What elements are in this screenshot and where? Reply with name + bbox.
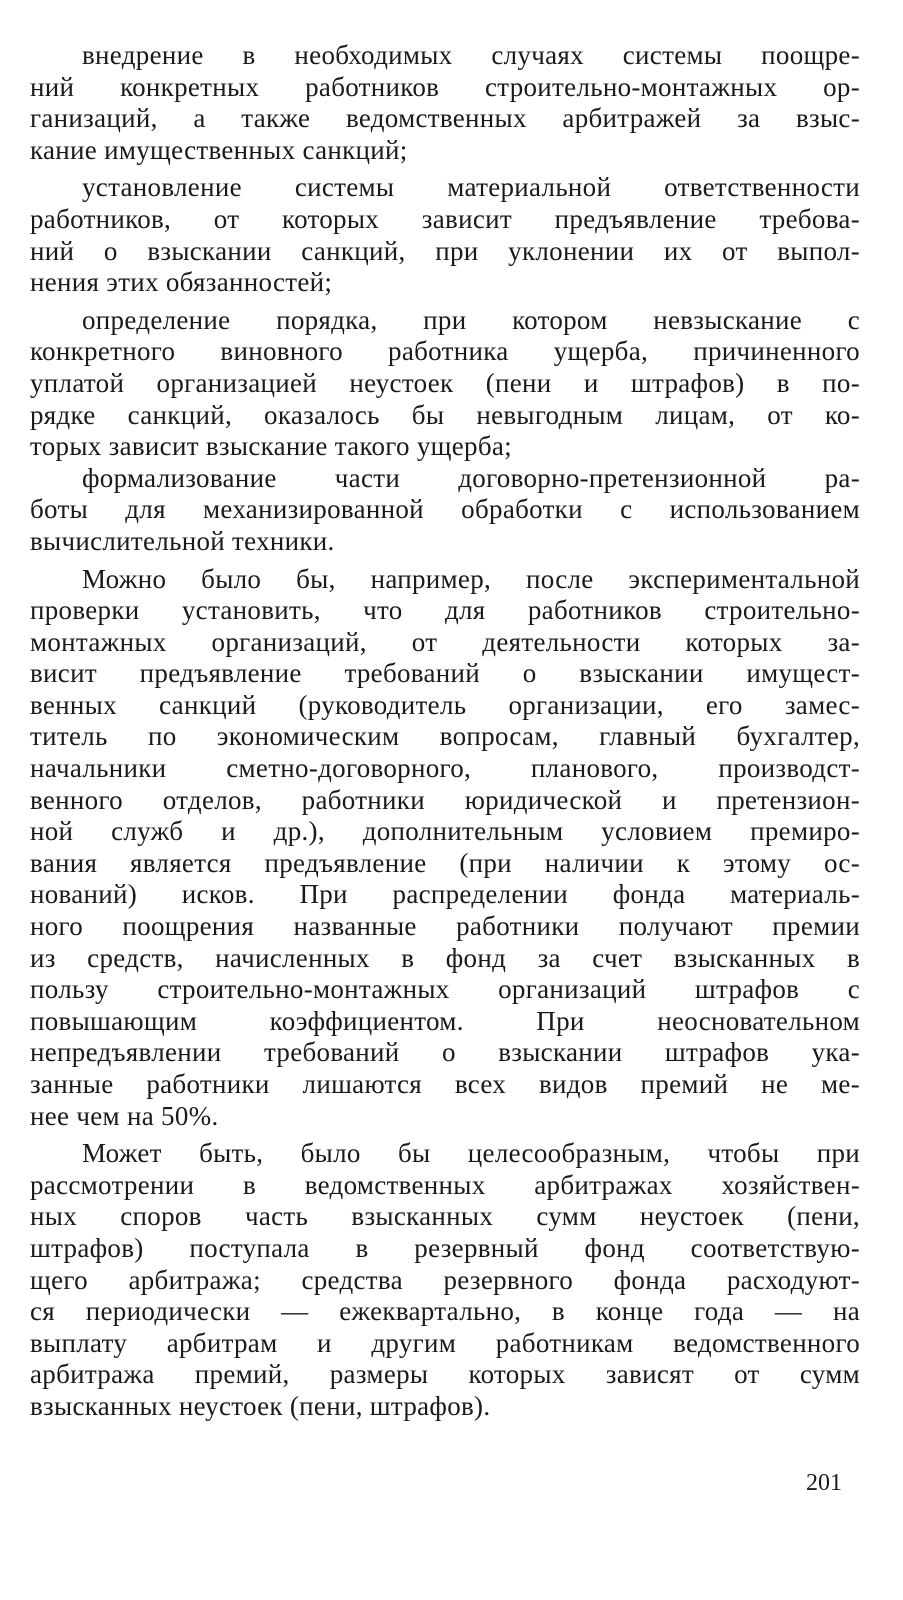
page-number: 201 [806, 1470, 842, 1496]
paragraph-2 [30, 172, 860, 298]
text-line: щего арбитража; средства резервного фонда расходуют- [30, 1264, 860, 1295]
text-line: конкретного виновного работника ущерба, причиненного [30, 336, 860, 367]
paragraph-3 [30, 305, 860, 463]
text-line: из средств, начисленных в фонд за счет взысканных в [30, 942, 860, 973]
text-line: монтажных организаций, от деятельности которых за- [30, 626, 860, 657]
text-line: проверки установить, что для работников строительно- [30, 595, 860, 626]
text-line: внедрение в необходимых случаях системы поощре- [82, 40, 860, 70]
text-line: определение порядка, при котором невзыскание с [82, 304, 860, 335]
text-line: взысканных неустоек (пени, штрафов). [30, 1390, 491, 1421]
text-line: выплату арбитрам и другим работникам ведомственного [30, 1327, 860, 1358]
text-line: нее чем на 50%. [30, 1100, 219, 1131]
paragraph-1 [30, 40, 860, 166]
text-line: ного поощрения названные работники получают премии [30, 911, 860, 942]
text-line: ся периодически — ежеквартально, в конце года — на [30, 1296, 860, 1327]
paragraph-5 [30, 564, 860, 1133]
text-line: начальники сметно-договорного, планового, производст- [30, 753, 860, 784]
text-line: торых зависит взыскание такого ущерба; [30, 431, 512, 462]
text-line: повышающим коэффициентом. При неосновательном [30, 1005, 860, 1036]
text-line: уплатой организацией неустоек (пени и штрафов) в по- [30, 367, 860, 398]
text-line: нения этих обязанностей; [30, 267, 333, 298]
text-line: кание имущественных санкций; [30, 134, 408, 165]
text-line: установление системы материальной ответственности [82, 172, 860, 203]
text-line: занные работники лишаются всех видов премий не ме- [30, 1069, 860, 1099]
text-line: венных санкций (руководитель организации, его замес- [30, 689, 860, 720]
text-line: ний конкретных работников строительно-монтажных ор- [30, 71, 860, 102]
text-line: ной служб и др.), дополнительным условием премиро- [30, 816, 860, 847]
text-line: боты для механизированной обработки с использованием [30, 494, 860, 525]
paragraph-6 [30, 1138, 860, 1422]
paragraph-4 [30, 463, 860, 558]
text-line: арбитража премий, размеры которых зависят от сумм [30, 1359, 860, 1390]
text-line: венного отделов, работники юридической и претензион- [30, 784, 860, 815]
text-line: ний о взыскании санкций, при уклонении их от выпол- [30, 235, 860, 266]
text-line: штрафов) поступала в резервный фонд соответствую- [30, 1232, 860, 1263]
page-body [30, 40, 860, 1423]
text-line: висит предъявление требований о взыскании имущест- [30, 658, 860, 689]
text-line: ных споров часть взысканных сумм неустоек (пени, [30, 1201, 860, 1232]
text-line: Может быть, было бы целесообразным, чтобы при [82, 1138, 860, 1169]
text-line: вания является предъявление (при наличии к этому ос- [30, 847, 860, 878]
text-line: рядке санкций, оказалось бы невыгодным лицам, от ко- [30, 399, 860, 430]
text-line: Можно было бы, например, после экспериментальной [82, 563, 860, 594]
text-line: непредъявлении требований о взыскании штрафов ука- [30, 1037, 860, 1068]
text-line: титель по экономическим вопросам, главный бухгалтер, [30, 721, 860, 752]
text-line: ганизаций, а также ведомственных арбитражей за взыс- [30, 103, 860, 134]
text-line: работников, от которых зависит предъявление требова- [30, 203, 860, 234]
text-line: вычислительной техники. [30, 525, 335, 556]
text-line: формализование части договорно-претензионной ра- [82, 462, 860, 493]
text-line: рассмотрении в ведомственных арбитражах хозяйствен- [30, 1169, 860, 1200]
text-line: пользу строительно-монтажных организаций штрафов с [30, 974, 860, 1005]
text-line: нований) исков. При распределении фонда материаль- [30, 879, 860, 910]
